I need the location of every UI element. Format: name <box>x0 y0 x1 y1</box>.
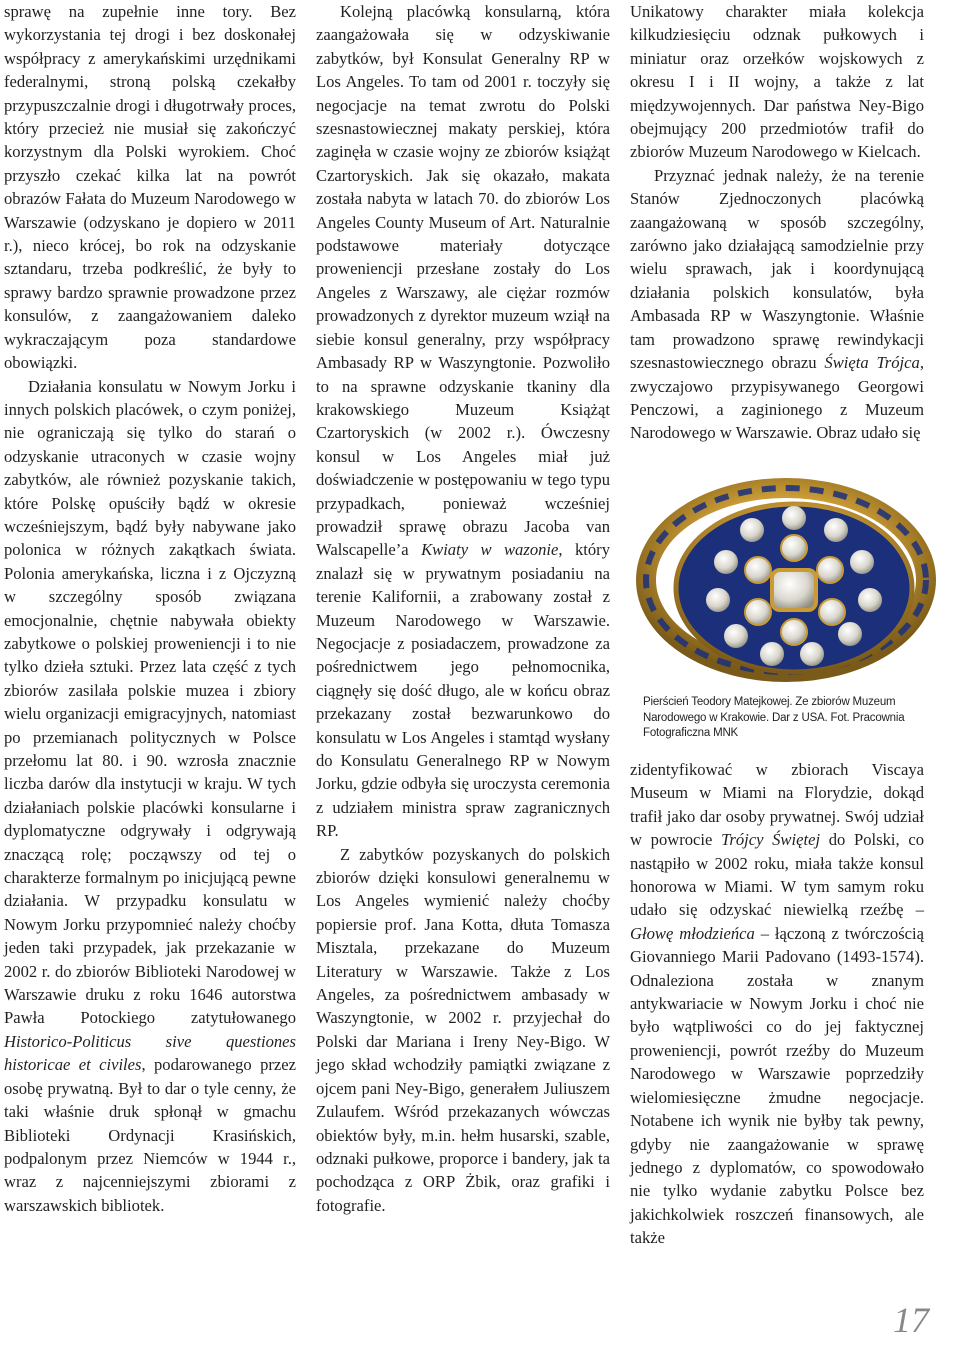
book-title: Historico-Politicus sive questiones historicae et civiles <box>4 1031 296 1075</box>
painting-title: Święta Trójca <box>824 353 920 373</box>
paragraph <box>630 164 924 445</box>
text-run: zidentyfikować w zbiorach Viscaya Museum w Miami na Florydzie, dokąd trafił jako dar osoby prywatnej. Swój udział w powrocie <box>630 760 924 850</box>
text-run: , który znalazł się w prywatnym posiadaniu na terenie Kalifornii, a zrabowany został z Muzeum Narodowego w Warszawie. Negocjacje z posiadaczem, prowadzone za pośrednictwem jego pełnomocnika, ciągnęły się dość długo, ale w końcu obraz przekazany został bezwarunkowo do konsulatu w Los Angeles i stamtąd wysłany do Konsulatu Generalnego RP w Nowym Jorku, gdzie odbyła się uroczysta ceremonia z udziałem ministra spraw zagranicznych RP. <box>316 540 610 841</box>
ring-illustration <box>626 470 942 682</box>
text-run: do Polski, co nastąpiło w 2002 roku, miała także konsul honorowa w Miami. W tym samym roku udało się odzyskać niewielką rzeźbę – <box>630 830 924 920</box>
text-run: , podarowanego przez osobę prywatną. Był to dar o tyle cenny, że taki właśnie druk spłonął w gmachu Biblioteki Ordynacji Krasińskich, podpalonym przez Niemców w 1944 r., wraz z najcenniejszymi zbiorami z warszawskich bibliotek. <box>4 1055 296 1215</box>
painting-title: Trójcy Świętej <box>721 830 821 850</box>
text-column-3-bottom <box>630 758 924 1250</box>
paragraph: Z zabytków pozyskanych do polskich zbiorów dzięki konsulowi generalnemu w Los Angeles wymienić należy choćby popiersie prof. Jana Kotta, dłuta Tomasza Misztala, przekazane do Muzeum Literatury w Warszawie. Także z Los Angeles, za pośrednictwem ambasady w Waszyngtonie, w 2002 r. przyjechał do Polski dar Mariana i Ireny Ney-Bigo. W jego skład wchodziły pamiątki związane z ojcem pani Ney-Bigo, generałem Juliuszem Zulaufem. Wśród przekazanych wówczas obiektów były, m.in. hełm husarski, szable, odznaki pułkowe, proporce i bandery, jak ta pochodząca z ORP Żbik, oraz grafiki i fotografie. <box>316 844 610 1215</box>
sculpture-title: Głowę młodzieńca <box>630 923 755 943</box>
paragraph: Unikatowy charakter miała kolekcja kilkudziesięciu odznak pułkowych i miniatur oraz orzełków wojskowych z okresu I i II wojny, a także z lat międzywojennych. Dar państwa Ney-Bigo obejmujący 200 przedmiotów trafił do zbiorów Muzeum Narodowego w Kielcach. <box>630 2 924 162</box>
paragraph <box>316 0 610 843</box>
paragraph <box>630 758 924 1250</box>
painting-title: Kwiaty w wazonie <box>421 540 559 560</box>
ring-photo <box>626 470 942 682</box>
paragraph: sprawę na zupełnie inne tory. Bez wykorzystania tej drogi i bez doskonałej współpracy z amerykańskimi urzędnikami federalnymi, stroną polską czekałby przypuszczalnie drogi i długotrwały proces, który przecież nie musiał się zakończyć korzystnym dla Polski wyrokiem. Choć przyszło czekać kilka lat na powrót obrazów Fałata do Muzeum Narodowego w Warszawie (odzyskano je dopiero w 2011 r.), nieco krócej, bo rok na odzyskanie sztandaru, trzeba podkreślić, że były to sprawy bardzo sprawnie prowadzone przez konsulów, z zaangażowaniem daleko wykraczającym poza standardowe obowiązki. <box>4 2 296 373</box>
page-number: 17 <box>893 1300 929 1340</box>
center-diamond <box>772 570 816 610</box>
text-column-1 <box>4 0 296 1217</box>
paragraph <box>4 375 296 1218</box>
text-run: Kolejną placówką konsularną, która zaangażowała się w odzyskiwanie zabytków, był Konsulat Generalny RP w Los Angeles. To tam od 2001 r. toczyły się negocjacje na temat zwrotu do Polski szesnastowiecznej makaty perskiej, która zaginęła w czasie wojny ze zbiorów książąt Czartoryskich. Jak się okazało, makata została nabyta w latach 70. do zbiorów Los Angeles County Museum of Art. Naturalnie podstawowe materiały dotyczące proweniencji przesłane zostały do Los Angeles z Warszawy, ale ciężar rozmów prowadzonych z dyrektor muzeum wziął na siebie konsul generalny, przy współpracy Ambasady RP w Waszyngtonie. Pozwoliło to na sprawne odzyskanie tkaniny dla krakowskiego Muzeum Książąt Czartoryskich (w 2002 r.). Ówczesny konsul w Los Angeles miał już doświadczenie w postępowaniu w tego typu przypadkach, ponieważ wcześniej prowadził sprawę obrazu Jacoba van Walscapelle’a <box>316 2 610 560</box>
text-run: – łączoną z twórczością Giovanniego Marii Padovano (1493-1574). Odnaleziona została w znanym antykwariacie w Nowym Jorku i choć nie było wątpliwości co do jej faktycznej proweniencji, powrót rzeźby do Muzeum Narodowego w Warszawie poprzedziły wielomiesięczne żmudne negocjacje. Notabene ich wynik nie byłby tak pewny, gdyby nie zaangażowanie w sprawę jednego z dyplomatów, co spowodowało nie tylko wydanie zabytku Polsce bez jakichkolwiek roszczeń finansowych, ale także <box>630 923 924 1248</box>
text-run: , zwyczajowo przypisywanego Georgowi Penczowi, a zaginionego z Muzeum Narodowego w Warszawie. Obraz udało się <box>630 353 924 443</box>
text-run: Przyznać jednak należy, że na terenie Stanów Zjednoczonych placówką zaangażowaną w sposób szczególny, zarówno jako działającą samodzielnie przy wielu sprawach, jak i koordynującą działania polskich konsulatów, była Ambasada RP w Waszyngtonie. Właśnie tam prowadzono sprawę rewindykacji szesnastowiecznego obrazu <box>630 165 924 373</box>
text-column-3-top <box>630 0 924 445</box>
photo-caption: Pierścień Teodory Matejkowej. Ze zbiorów Muzeum Narodowego w Krakowie. Dar z USA. Fot. Pracownia Fotograficzna MNK <box>643 696 905 739</box>
text-run: Działania konsulatu w Nowym Jorku i innych polskich placówek, o czym poniżej, nie ograniczają się tylko do starań o odzyskanie utraconych w czasie wojny zabytków, ale również pozyskanie takich, które Polskę opuściły bądź w okresie wcześniejszym, bądź były nabywane jako polonica w różnych zakątkach świata. Polonia amerykańska, liczna i z Ojczyzną w szczególny sposób związana emocjonalnie, chętnie nabywała obiekty zabytkowe o polskiej proweniencji i to nie tylko dzieła sztuki. Przez lata część z tych zbiorów zasilała polskie muzea i zbiory wielu organizacji emigracyjnych, natomiast po przemianach politycznych w Polsce przełomu lat 80. i 90. wzrosła znacznie liczba darów dla instytucji w kraju. W tych działaniach polskie placówki konsularne i dyplomatyczne odgrywały i odgrywają znaczącą rolę; począwszy od tej o charakterze formalnym po inicjującą pewne działania. W przypadku konsulatu w Nowym Jorku przypomnieć należy choćby jeden taki przypadek, jak przekazanie w 2002 r. do zbiorów Biblioteki Narodowej w Warszawie druku z roku 1646 autorstwa Pawła Potockiego zatytułowanego <box>4 376 296 1028</box>
text-column-2 <box>316 0 610 1217</box>
